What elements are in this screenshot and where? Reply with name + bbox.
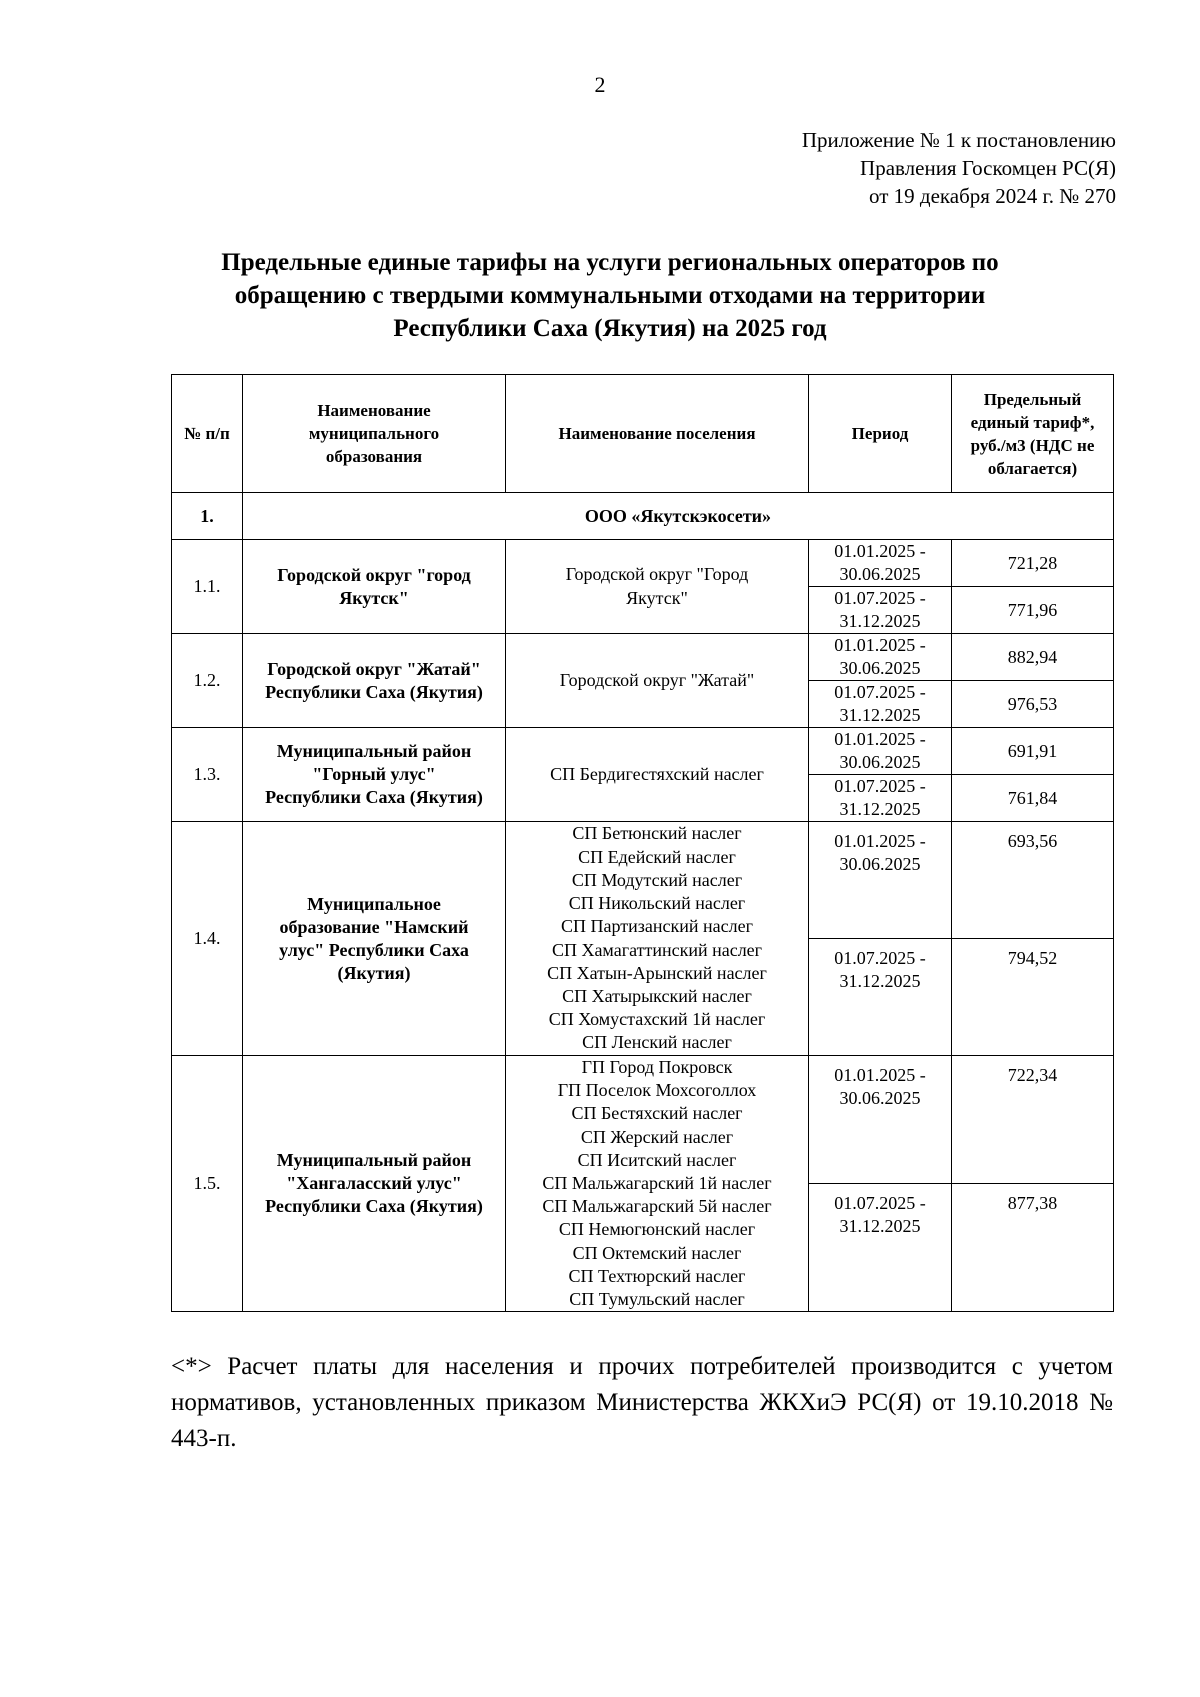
period-cell: 01.01.2025 - 30.06.2025 bbox=[809, 822, 952, 939]
settlement-name: ГП Город Покровск bbox=[581, 1057, 733, 1077]
row-num: 1.5. bbox=[172, 1056, 243, 1312]
appendix-line: Приложение № 1 к постановлению bbox=[801, 128, 1116, 152]
row-settlements bbox=[506, 1056, 809, 1312]
header-settlement: Наименование поселения bbox=[506, 375, 809, 493]
table-row bbox=[172, 728, 1114, 775]
row-settlements bbox=[506, 634, 809, 728]
operator-name: ООО «Якутскэкосети» bbox=[243, 493, 1114, 540]
tariff-cell: 882,94 bbox=[952, 634, 1114, 681]
row-settlements bbox=[506, 540, 809, 634]
settlement-name: СП Едейский наслег bbox=[578, 846, 736, 867]
operator-num: 1. bbox=[172, 493, 243, 540]
document-title bbox=[150, 246, 1070, 345]
settlement-name: СП Хатырыкский наслег bbox=[562, 985, 752, 1006]
settlement-name: СП Никольский наслег bbox=[568, 893, 746, 914]
row-municipality: Муниципальный район "Горный улус" Республики Саха (Якутия) bbox=[243, 728, 506, 822]
header-period: Период bbox=[809, 375, 952, 493]
settlement-name: СП Бердигестяхский наслег bbox=[550, 763, 764, 784]
period-cell: 01.07.2025 - 31.12.2025 bbox=[809, 681, 952, 728]
period-cell: 01.01.2025 - 30.06.2025 bbox=[809, 728, 952, 775]
settlement-name: Городской округ "Жатай" bbox=[559, 669, 755, 690]
row-num: 1.4. bbox=[172, 822, 243, 1056]
tariff-cell: 877,38 bbox=[952, 1184, 1114, 1312]
row-num: 1.1. bbox=[172, 540, 243, 634]
settlement-name: СП Хомустахский 1й наслег bbox=[548, 1009, 766, 1030]
header-tariff: Предельный единый тариф*, руб./м3 (НДС не облагается) bbox=[952, 375, 1114, 493]
settlement-name: ГП Поселок Мохсоголлох bbox=[557, 1080, 757, 1101]
settlement-name: СП Мальжагарский 5й наслег bbox=[542, 1196, 772, 1217]
row-municipality: Муниципальное образование "Намский улус" Республики Саха (Якутия) bbox=[243, 822, 506, 1056]
row-settlements bbox=[506, 728, 809, 822]
row-municipality: Городской округ "город Якутск" bbox=[243, 540, 506, 634]
row-municipality: Муниципальный район "Хангаласский улус" Республики Саха (Якутия) bbox=[243, 1056, 506, 1312]
period-cell: 01.07.2025 - 31.12.2025 bbox=[809, 939, 952, 1056]
table-row bbox=[172, 540, 1114, 587]
settlement-name: СП Хатын-Арынский наслег bbox=[547, 962, 767, 983]
period-cell: 01.07.2025 - 31.12.2025 bbox=[809, 587, 952, 634]
settlement-name: СП Мальжагарский 1й наслег bbox=[542, 1173, 772, 1194]
settlement-name: СП Модутский наслег bbox=[571, 869, 743, 890]
settlement-name: СП Жерский наслег bbox=[580, 1126, 734, 1147]
settlement-name: СП Бетюнский наслег bbox=[572, 823, 742, 844]
operator-row bbox=[172, 493, 1114, 540]
tariff-cell: 721,28 bbox=[952, 540, 1114, 587]
appendix-note bbox=[802, 126, 1116, 210]
title-line: Республики Саха (Якутия) на 2025 год bbox=[393, 315, 827, 342]
settlement-name: СП Ленский наслег bbox=[582, 1032, 732, 1053]
tariff-cell: 693,56 bbox=[952, 822, 1114, 939]
settlement-name: СП Тумульский наслег bbox=[569, 1289, 745, 1310]
footnote: <*> Расчет платы для населения и прочих потребителей производится с учетом нормативов, установленных приказом Министерства ЖКХиЭ РС(Я) от 19.10.2018 № 443-п. bbox=[171, 1353, 1113, 1452]
row-settlements bbox=[506, 822, 809, 1056]
period-cell: 01.01.2025 - 30.06.2025 bbox=[809, 540, 952, 587]
tariff-cell: 691,91 bbox=[952, 728, 1114, 775]
tariff-cell: 771,96 bbox=[952, 587, 1114, 634]
appendix-line: от 19 декабря 2024 г. № 270 bbox=[869, 184, 1116, 208]
table-row bbox=[172, 1056, 1114, 1184]
settlement-name: СП Бестяхский наслег bbox=[571, 1103, 743, 1124]
table-row bbox=[172, 634, 1114, 681]
settlement-name: СП Партизанский наслег bbox=[561, 916, 753, 937]
period-cell: 01.07.2025 - 31.12.2025 bbox=[809, 1184, 952, 1312]
header-num: № п/п bbox=[172, 375, 243, 493]
row-num: 1.3. bbox=[172, 728, 243, 822]
settlement-name: СП Хамагаттинский наслег bbox=[551, 939, 763, 960]
tariffs-table bbox=[171, 374, 1114, 1312]
period-cell: 01.01.2025 - 30.06.2025 bbox=[809, 634, 952, 681]
header-municipality: Наименование муниципального образования bbox=[243, 375, 506, 493]
settlement-name: СП Техтюрский наслег bbox=[568, 1265, 746, 1286]
row-num: 1.2. bbox=[172, 634, 243, 728]
title-line: Предельные единые тарифы на услуги региональных операторов по bbox=[221, 249, 999, 276]
tariff-cell: 794,52 bbox=[952, 939, 1114, 1056]
appendix-line: Правления Госкомцен РС(Я) bbox=[860, 156, 1116, 180]
period-cell: 01.01.2025 - 30.06.2025 bbox=[809, 1056, 952, 1184]
row-municipality: Городской округ "Жатай" Республики Саха (Якутия) bbox=[243, 634, 506, 728]
period-cell: 01.07.2025 - 31.12.2025 bbox=[809, 775, 952, 822]
settlement-name: СП Немюгюнский наслег bbox=[558, 1219, 756, 1240]
header-row bbox=[172, 375, 1114, 493]
title-line: обращению с твердыми коммунальными отходами на территории bbox=[234, 282, 986, 309]
settlement-name: Городской округ "Город Якутск" bbox=[565, 564, 749, 608]
settlement-name: СП Октемский наслег bbox=[572, 1242, 742, 1263]
page-number: 2 bbox=[594, 72, 606, 97]
tariff-cell: 761,84 bbox=[952, 775, 1114, 822]
settlement-name: СП Иситский наслег bbox=[577, 1149, 737, 1170]
table-row bbox=[172, 822, 1114, 939]
tariff-cell: 976,53 bbox=[952, 681, 1114, 728]
tariff-cell: 722,34 bbox=[952, 1056, 1114, 1184]
